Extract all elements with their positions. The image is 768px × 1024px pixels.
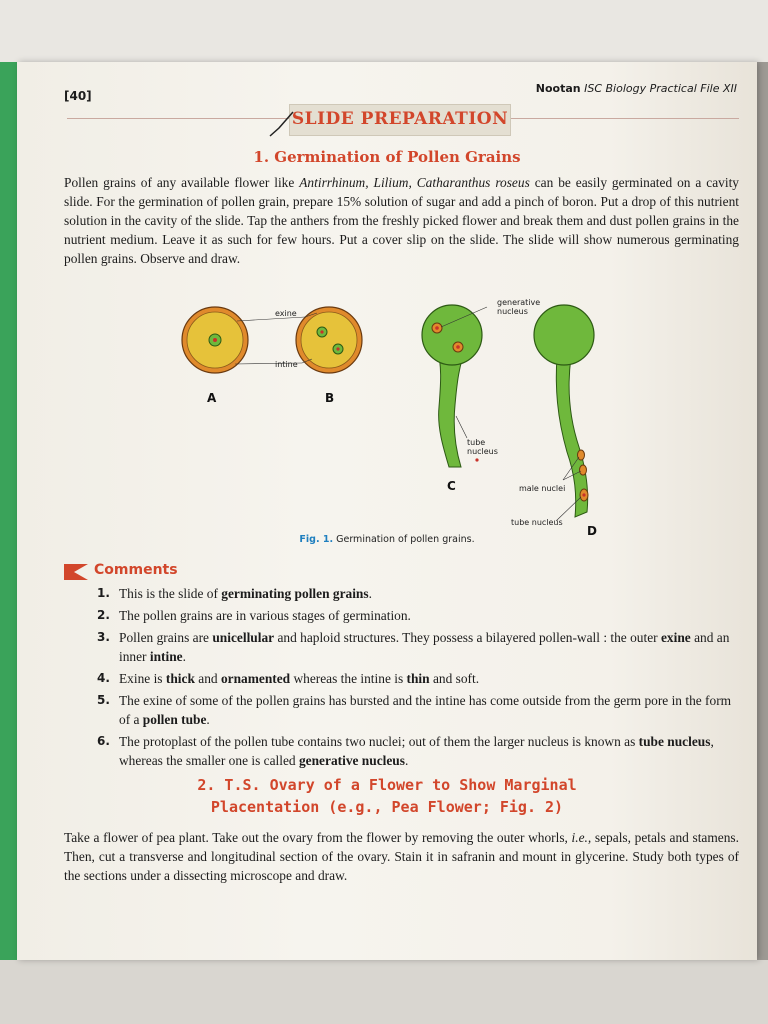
page-number: [40] <box>64 89 92 103</box>
running-header-title: ISC Biology Practical File XII <box>584 82 737 95</box>
exercise-1-text-start: Pollen grains of any available flower like <box>64 175 300 190</box>
comment-item <box>97 732 737 770</box>
label-male-nuclei: male nuclei <box>519 484 566 493</box>
comment-text: The exine of some of the pollen grains has bursted and the intine has come outside from the germ pore in the form of a <box>119 693 732 727</box>
comment-text: The protoplast of the pollen tube contains two nuclei; out of them the larger nucleus is known as <box>119 734 639 749</box>
comment-text: , whereas the smaller one is called <box>119 734 714 768</box>
comment-text: and soft. <box>429 671 480 686</box>
figure-1-caption-text: Germination of pollen grains. <box>333 534 475 545</box>
comments-list <box>97 584 737 773</box>
exercise-1-paragraph <box>64 173 739 268</box>
comment-item <box>97 606 737 625</box>
label-b: B <box>325 391 335 405</box>
comment-text: . <box>368 586 372 601</box>
exercise-1-text-rest: can be easily germinated on a cavity slide. For the germination of pollen grain, prepare 15% solution of sugar and add a pinch of boron. Put a drop of this nutrient solution in the cavity of the slide. Tap the anthers from the freshly picked flower and break them and dust pollen grains in the nutrient medium. Leave it as such for few hours. Put a cover slip on the slide. The slide will show numerous germinating pollen grains. Observe and draw. <box>64 175 739 266</box>
comment-item <box>97 669 737 688</box>
comments-title: Comments <box>94 562 178 578</box>
label-tube-2: nucleus <box>467 447 498 456</box>
comment-emphasis: pollen tube <box>142 712 207 727</box>
comment-number: 4. <box>97 671 110 685</box>
comment-item <box>97 691 737 729</box>
label-tube-nucleus-d: tube nucleus <box>511 518 563 527</box>
label-exine: exine <box>275 309 297 318</box>
stray-dot <box>475 458 478 461</box>
comment-emphasis: germinating pollen grains <box>221 586 369 601</box>
exercise-2-heading <box>17 774 757 818</box>
label-tube-1: tube <box>467 438 486 447</box>
binding-shadow <box>757 62 768 960</box>
page-bottom-margin <box>0 960 768 1024</box>
comment-emphasis: exine <box>660 630 691 645</box>
comment-text: . <box>404 753 409 768</box>
pollen-grain-a <box>182 307 248 373</box>
label-generative-2: nucleus <box>497 307 528 316</box>
comments-flag-icon <box>64 564 88 580</box>
comment-emphasis: unicellular <box>212 630 275 645</box>
comment-text: Exine is <box>119 671 166 686</box>
comment-item <box>97 584 737 603</box>
comment-emphasis: thick <box>165 671 195 686</box>
comment-text: Pollen grains are <box>119 630 213 645</box>
pen-tick-mark <box>267 110 297 140</box>
comment-emphasis: intine <box>149 649 183 664</box>
comment-emphasis: generative nucleus <box>298 753 405 768</box>
running-header <box>536 82 737 95</box>
comment-number: 2. <box>97 608 110 622</box>
exercise-2-paragraph <box>64 828 739 885</box>
page-edge-strip <box>0 62 17 960</box>
comment-text: This is the slide of <box>119 586 222 601</box>
running-header-brand: Nootan <box>535 82 581 95</box>
exercise-2-heading-line-1: 2. T.S. Ovary of a Flower to Show Marginal <box>197 776 577 794</box>
comment-text: and an inner <box>119 630 730 664</box>
book-page <box>17 62 757 960</box>
comment-text: . <box>182 649 186 664</box>
figure-1-caption <box>17 534 757 545</box>
figure-1-caption-label: Fig. 1. <box>299 534 334 545</box>
label-c: C <box>447 479 456 493</box>
label-a: A <box>207 391 217 405</box>
section-banner <box>289 104 511 136</box>
comment-emphasis: thin <box>406 671 430 686</box>
comment-text: whereas the intine is <box>290 671 407 686</box>
label-intine: intine <box>275 360 298 369</box>
exercise-1-species: Antirrhinum, Lilium, Catharanthus roseus <box>299 175 530 190</box>
comment-number: 1. <box>97 586 110 600</box>
exercise-2-text-start: Take a flower of pea plant. Take out the ovary from the flower by removing the outer whorls, <box>64 830 572 845</box>
comment-number: 6. <box>97 734 110 748</box>
section-title: SLIDE PREPARATION <box>291 109 509 129</box>
exercise-2-heading-line-2: Placentation (e.g., Pea Flower; Fig. 2) <box>210 798 564 816</box>
label-generative-1: generative <box>497 298 541 307</box>
comment-number: 3. <box>97 630 110 644</box>
comment-text: . <box>206 712 210 727</box>
label-d: D <box>587 524 597 538</box>
comment-number: 5. <box>97 693 110 707</box>
comment-item <box>97 628 737 666</box>
comment-text: The pollen grains are in various stages of germination. <box>119 608 411 623</box>
comment-text: and <box>194 671 221 686</box>
pollen-germination-figure <box>167 297 597 562</box>
comment-emphasis: ornamented <box>220 671 291 686</box>
exercise-2-text-rest: sepals, petals and stamens. Then, cut a transverse and longitudinal section of the ovary. Stain it in safranin and mount in glycerine. Study both types of the sections under a dissecting microscope and draw. <box>64 830 739 883</box>
exercise-1-heading: 1. Germination of Pollen Grains <box>253 148 521 166</box>
comment-emphasis: tube nucleus <box>638 734 711 749</box>
comment-text: and haploid structures. They possess a bilayered pollen-wall : the outer <box>274 630 661 645</box>
exercise-2-ie: i.e., <box>571 830 592 845</box>
